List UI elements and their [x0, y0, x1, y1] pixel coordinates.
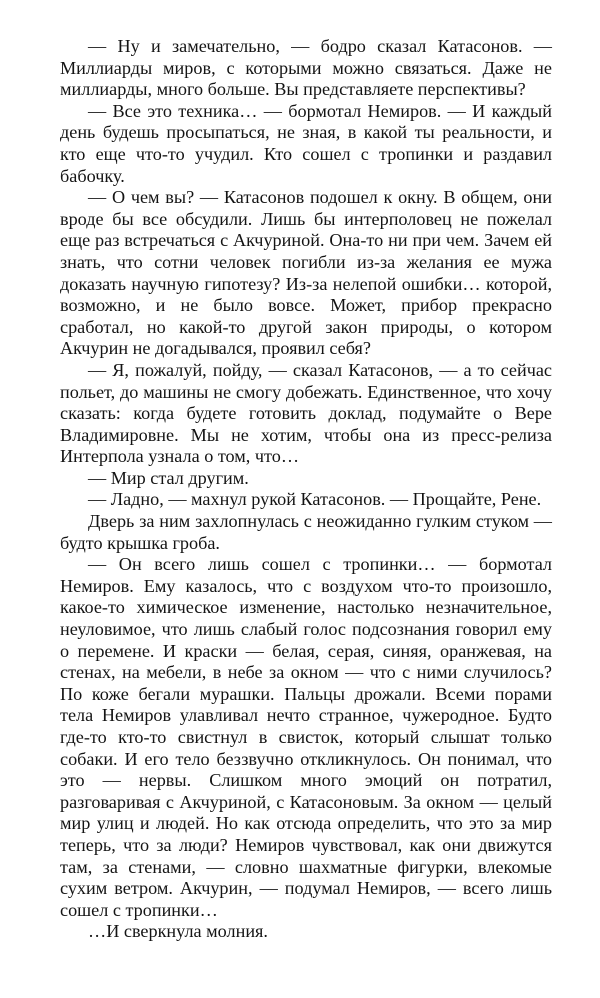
book-page	[60, 36, 552, 943]
paragraph-2: — Все это техника… — бормотал Немиров. — И каждый день будешь просыпаться, не зная, в какой ты реальности, и кто еще что-то учудил. Кто сошел с тропинки и раздавил бабочку.	[60, 100, 552, 186]
paragraph-7: Дверь за ним захлопнулась с неожиданно гулким стуком — будто крышка гроба.	[60, 511, 552, 553]
paragraph-8: — Он всего лишь сошел с тропинки… — бормотал Немиров. Ему казалось, что с воздухом что-то произошло, какое-то химическое изменение, настолько незначительное, неуловимое, что лишь слабый голос подсознания говорил ему о перемене. И краски — белая, серая, синяя, оранжевая, на стенах, на мебели, в небе за окном — что с ними случилось? По коже бегали мурашки. Пальцы дрожали. Всеми порами тела Немиров улавливал нечто странное, чужеродное. Будто где-то кто-то свистнул в свисток, который слышат только собаки. И его тело беззвучно откликнулось. Он понимал, что это — нервы. Слишком много эмоций он потратил, разговаривая с Акчуриной, с Катасоновым. За окном — целый мир улиц и людей. Но как отсюда определить, что это за мир теперь, что за люди? Немиров чувствовал, как они движутся там, за стенами, — словно шахматные фигурки, влекомые сухим ветром. Акчурин, — подумал Немиров, — всего лишь сошел с тропинки…	[60, 554, 552, 920]
paragraph-5: — Мир стал другим.	[88, 467, 249, 488]
paragraph-3: — О чем вы? — Катасонов подошел к окну. В общем, они вроде бы все обсудили. Лишь бы интерполовец не пожелал еще раз встречаться с Акчуриной. Она-то ни при чем. Зачем ей знать, что сотни человек погибли из-за желания ее мужа доказать научную гипотезу? Из-за нелепой ошибки… которой, возможно, и не было вовсе. Может, прибор прекрасно сработал, но какой-то другой закон природы, о котором Акчурин не догадывался, проявил себя?	[60, 187, 552, 359]
paragraph-9: …И сверкнула молния.	[88, 921, 268, 942]
paragraph-6: — Ладно, — махнул рукой Катасонов. — Прощайте, Рене.	[88, 489, 542, 510]
paragraph-1: — Ну и замечательно, — бодро сказал Катасонов. — Миллиарды миров, с которыми можно связаться. Даже не миллиарды, много больше. Вы представляете перспективы?	[60, 36, 552, 100]
paragraph-4: — Я, пожалуй, пойду, — сказал Катасонов, — а то сейчас польет, до машины не смогу добежать. Единственное, что хочу сказать: когда будете готовить доклад, подумайте о Вере Владимировне. Мы не хотим, чтобы она из пресс-релиза Интерпола узнала о том, что…	[60, 359, 552, 467]
